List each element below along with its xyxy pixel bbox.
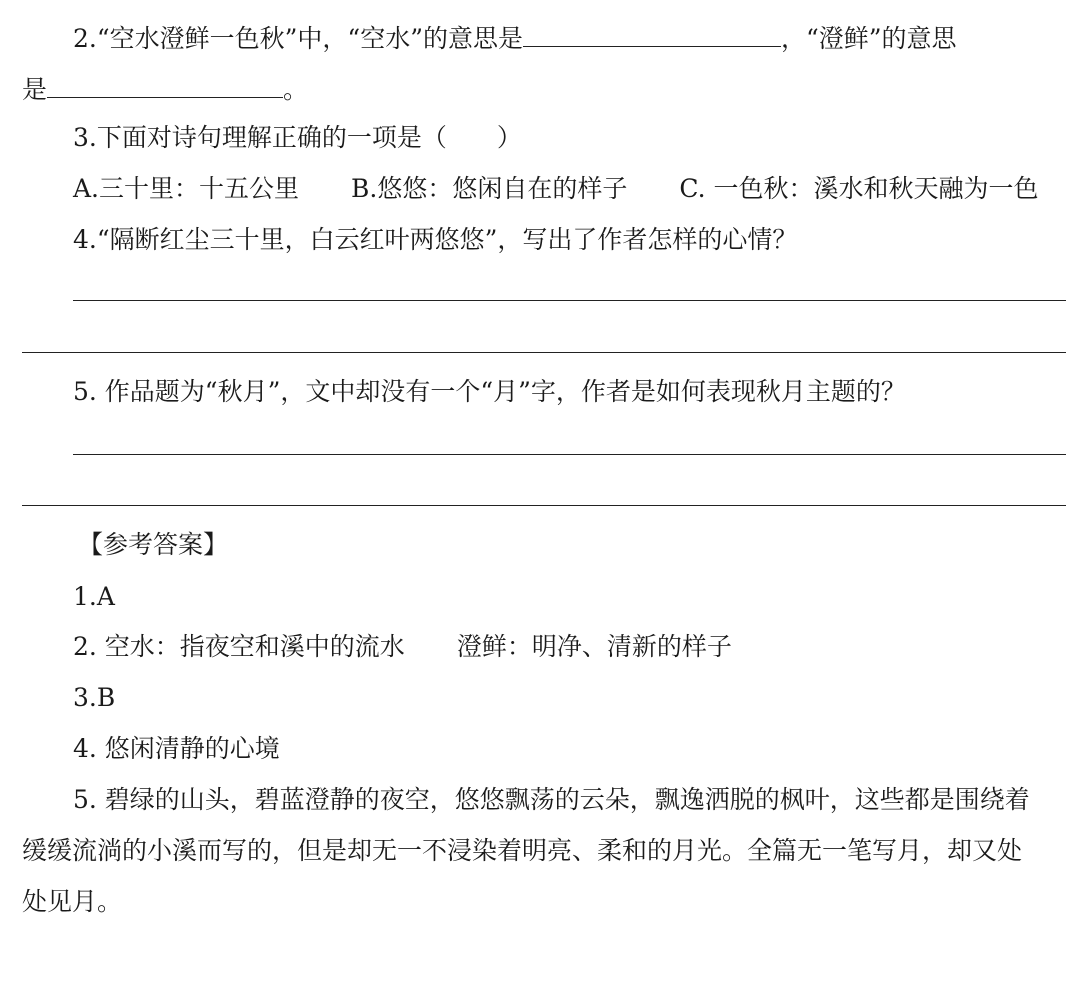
option-a: A.三十里：十五公里 (73, 174, 300, 203)
answer-5-line-3: 处见月。 (22, 887, 123, 916)
question-3-options-line (73, 172, 1038, 206)
question-5-stem: 5. 作品题为“秋月”，文中却没有一个“月”字，作者是如何表现秋月主题的？ (73, 377, 906, 406)
question-2-wrap-start: 是 (22, 75, 48, 104)
question-3-stem-close: ） (496, 123, 522, 152)
question-2-line-1 (73, 20, 957, 54)
answer-2-part-1: 2. 空水：指夜空和溪中的流水 (73, 632, 405, 661)
answer-3: 3.B (73, 683, 116, 712)
answer-line[interactable] (22, 352, 1066, 353)
answer-2-part-2: 澄鲜：明净、清新的样子 (456, 632, 732, 661)
answer-5-line-2: 缓缓流淌的小溪而写的，但是却无一不浸染着明亮、柔和的月光。全篇无一笔写月，却又处 (22, 836, 1023, 865)
answer-line[interactable] (73, 454, 1066, 455)
answer-2-line (73, 630, 732, 664)
question-2-end: 。 (283, 75, 309, 104)
answer-line[interactable] (73, 300, 1066, 301)
question-2-mid: ，“澄鲜”的意思 (780, 24, 957, 53)
question-4-stem: 4.“隔断红尘三十里，白云红叶两悠悠”，写出了作者怎样的心情？ (73, 225, 798, 254)
answer-1: 1.A (73, 582, 115, 611)
answer-4: 4. 悠闲清静的心境 (73, 734, 280, 763)
answer-blank[interactable] (47, 71, 283, 98)
question-2-line-2 (22, 71, 308, 105)
answer-line[interactable] (22, 505, 1066, 506)
answer-5-line-1: 5. 碧绿的山头，碧蓝澄静的夜空，悠悠飘荡的云朵，飘逸洒脱的枫叶，这些都是围绕着 (73, 785, 1030, 814)
option-c: C. 一色秋：溪水和秋天融为一色 (679, 174, 1039, 203)
answers-heading: 【参考答案】 (78, 530, 229, 559)
question-3-stem-line (73, 121, 522, 155)
question-2-prefix: 2.“空水澄鲜一色秋”中，“空水”的意思是 (73, 24, 523, 53)
question-3-stem: 3.下面对诗句理解正确的一项是（ (73, 123, 447, 152)
answer-blank[interactable] (523, 20, 781, 47)
option-b: B.悠悠：悠闲自在的样子 (351, 174, 628, 203)
